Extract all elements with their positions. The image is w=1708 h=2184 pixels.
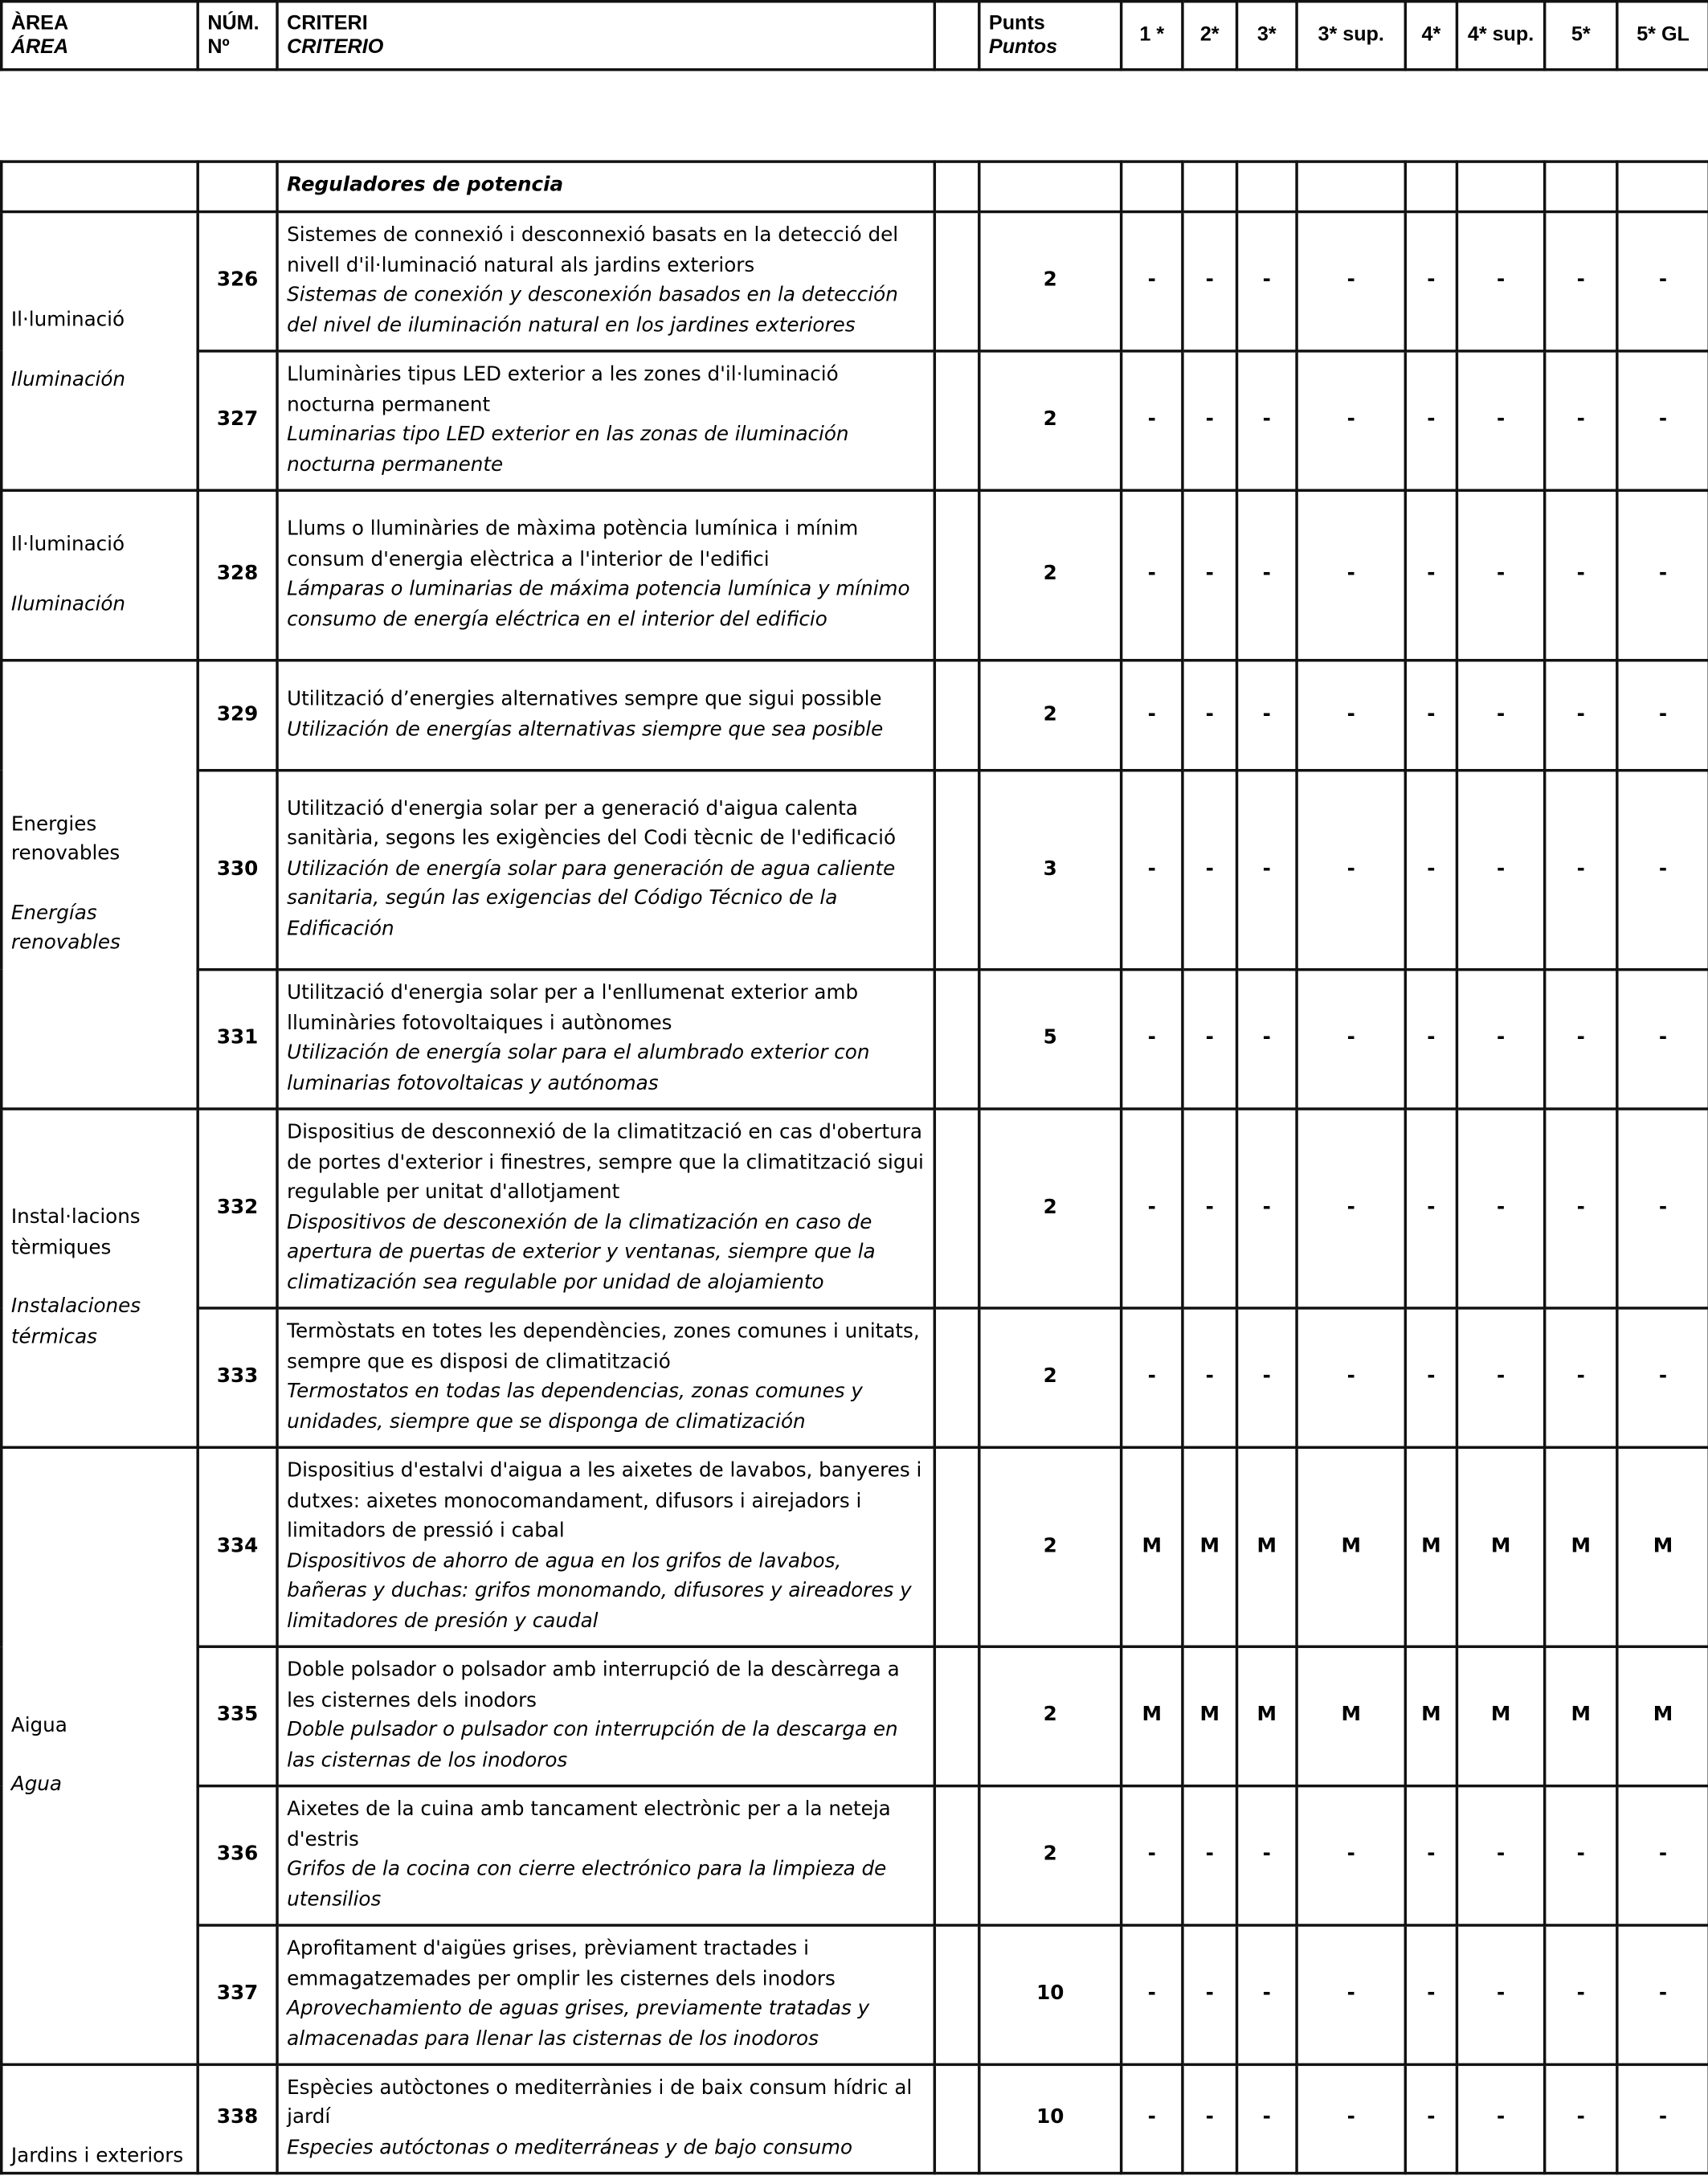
criterion-text bbox=[277, 351, 934, 490]
area-name: Il·luminació bbox=[10, 534, 125, 556]
points-value: 2 bbox=[979, 1308, 1122, 1447]
category-mark: - bbox=[1405, 351, 1457, 490]
table-row bbox=[2, 771, 1708, 970]
category-mark: - bbox=[1297, 1786, 1405, 1925]
category-mark: - bbox=[1122, 1109, 1183, 1308]
category-mark: M bbox=[1122, 1447, 1183, 1646]
category-mark: M bbox=[1237, 1646, 1297, 1785]
points-value: 5 bbox=[979, 970, 1122, 1109]
area-cell bbox=[2, 661, 198, 1109]
table-row bbox=[2, 490, 1708, 661]
category-mark: - bbox=[1237, 1925, 1297, 2064]
category-mark: - bbox=[1545, 1786, 1617, 1925]
criterion-number: 335 bbox=[198, 1646, 277, 1785]
category-mark: - bbox=[1237, 2064, 1297, 2173]
criterion-es: Termostatos en todas las dependencias, zonas comunes y unidades, siempre que se disponga de climatización bbox=[287, 1380, 863, 1434]
category-mark: - bbox=[1617, 1308, 1708, 1447]
category-mark: - bbox=[1545, 661, 1617, 771]
category-mark: - bbox=[1237, 212, 1297, 351]
category-mark: - bbox=[1457, 490, 1544, 661]
criterion-text bbox=[277, 1646, 934, 1785]
criterion-es: Dispositivos de ahorro de agua en los grifos de lavabos, bañeras y duchas: grifos monomando, difusores y aireadores y limitadores de presión y caudal bbox=[287, 1549, 912, 1633]
category-mark: - bbox=[1122, 351, 1183, 490]
category-mark: - bbox=[1405, 1925, 1457, 2064]
criterion-text bbox=[277, 1447, 934, 1646]
criterion-es: Sistemas de conexión y desconexión basados en la detección del nivel de iluminación natural en los jardines exteriores bbox=[287, 284, 898, 337]
criterion-ca: Aixetes de la cuina amb tancament electrònic per a la neteja d'estris bbox=[287, 1798, 891, 1851]
area-cell bbox=[2, 2064, 198, 2173]
category-mark: - bbox=[1237, 1786, 1297, 1925]
category-mark: - bbox=[1457, 1308, 1544, 1447]
category-mark: - bbox=[1122, 1308, 1183, 1447]
category-mark: - bbox=[1457, 1109, 1544, 1308]
category-mark: - bbox=[1237, 1109, 1297, 1308]
blank-cell bbox=[934, 970, 979, 1109]
criterion-text bbox=[277, 1925, 934, 2064]
table-row bbox=[2, 1447, 1708, 1646]
category-mark: - bbox=[1617, 351, 1708, 490]
criterion-es: Luminarias tipo LED exterior en las zonas de iluminación nocturna permanente bbox=[287, 423, 849, 476]
category-mark: - bbox=[1183, 1109, 1237, 1308]
category-mark: - bbox=[1183, 661, 1237, 771]
criterion-es: Aprovechamiento de aguas grises, previamente tratadas y almacenadas para llenar las cisternas de los inodoros bbox=[287, 1998, 870, 2051]
category-mark: M bbox=[1457, 1646, 1544, 1785]
category-mark: M bbox=[1617, 1447, 1708, 1646]
category-mark: - bbox=[1617, 970, 1708, 1109]
area-cell bbox=[2, 212, 198, 491]
category-mark: - bbox=[1545, 771, 1617, 970]
points-value: 10 bbox=[979, 2064, 1122, 2173]
criterion-number: 334 bbox=[198, 1447, 277, 1646]
table-row bbox=[2, 661, 1708, 771]
points-value: 2 bbox=[979, 1786, 1122, 1925]
category-mark: M bbox=[1297, 1447, 1405, 1646]
category-mark: - bbox=[1405, 2064, 1457, 2173]
points-value: 2 bbox=[979, 661, 1122, 771]
category-mark: - bbox=[1183, 771, 1237, 970]
criteria-body bbox=[2, 162, 1708, 2173]
points-value: 2 bbox=[979, 351, 1122, 490]
category-mark: - bbox=[1237, 970, 1297, 1109]
category-mark: M bbox=[1617, 1646, 1708, 1785]
area-name: Instal·lacions tèrmiques bbox=[10, 1206, 141, 1259]
criterion-ca: Sistemes de connexió i desconnexió basats en la detecció del nivell d'il·luminació natural als jardins exteriors bbox=[287, 224, 899, 277]
criterion-text bbox=[277, 771, 934, 970]
blank-cell bbox=[934, 1786, 979, 1925]
criterion-text bbox=[277, 661, 934, 771]
criterion-ca: Espècies autòctones o mediterrànies i de baix consum hídric al jardí bbox=[287, 2076, 913, 2129]
criterion-es: Utilización de energía solar para el alumbrado exterior con luminarias fotovoltaicas y autónomas bbox=[287, 1041, 870, 1094]
category-mark: - bbox=[1405, 1786, 1457, 1925]
category-mark: - bbox=[1237, 661, 1297, 771]
area-name: Il·luminació bbox=[10, 309, 125, 332]
category-mark: - bbox=[1297, 1308, 1405, 1447]
category-mark: M bbox=[1405, 1646, 1457, 1785]
category-mark: - bbox=[1545, 1109, 1617, 1308]
category-mark: - bbox=[1617, 212, 1708, 351]
points-value: 2 bbox=[979, 212, 1122, 351]
criterion-number: 333 bbox=[198, 1308, 277, 1447]
category-mark: - bbox=[1545, 970, 1617, 1109]
category-mark: - bbox=[1405, 771, 1457, 970]
category-mark: - bbox=[1122, 1925, 1183, 2064]
criteria-table bbox=[0, 160, 1708, 2174]
category-mark: - bbox=[1405, 661, 1457, 771]
category-mark: - bbox=[1183, 490, 1237, 661]
category-mark: - bbox=[1617, 1786, 1708, 1925]
category-mark: - bbox=[1617, 2064, 1708, 2173]
category-mark: - bbox=[1457, 212, 1544, 351]
category-mark: - bbox=[1122, 212, 1183, 351]
category-mark: - bbox=[1297, 2064, 1405, 2173]
header-cat-4sup: 4* sup. bbox=[1457, 2, 1544, 70]
criterion-es: Especies autóctonas o mediterráneas y de bajo consumo bbox=[287, 2137, 853, 2159]
area-name-es: Energías renovables bbox=[10, 902, 121, 955]
category-mark: - bbox=[1405, 1308, 1457, 1447]
category-mark: - bbox=[1617, 661, 1708, 771]
category-mark: - bbox=[1183, 212, 1237, 351]
criterion-text bbox=[277, 1109, 934, 1308]
category-mark: - bbox=[1545, 212, 1617, 351]
category-mark: - bbox=[1297, 661, 1405, 771]
criterion-number: 332 bbox=[198, 1109, 277, 1308]
criterion-ca: Utilització d'energia solar per a l'enllumenat exterior amb lluminàries fotovoltaiques i autònomes bbox=[287, 982, 859, 1035]
category-mark: - bbox=[1617, 771, 1708, 970]
criterion-ca: Aprofitament d'aigües grises, prèviament tractades i emmagatzemades per omplir les cisternes dels inodors bbox=[287, 1937, 836, 1990]
category-mark: - bbox=[1457, 1786, 1544, 1925]
blank-cell bbox=[934, 661, 979, 771]
category-mark: - bbox=[1183, 351, 1237, 490]
table-row bbox=[2, 162, 1708, 211]
header-cat-5: 5* bbox=[1545, 2, 1617, 70]
criterion-ca: Utilització d'energia solar per a generació d'aigua calenta sanitària, segons les exigències del Codi tècnic de l'edificació bbox=[287, 797, 897, 850]
category-mark: - bbox=[1122, 1786, 1183, 1925]
table-row bbox=[2, 2064, 1708, 2173]
points-value: 2 bbox=[979, 1447, 1122, 1646]
criterion-ca: Lluminàries tipus LED exterior a les zones d'il·luminació nocturna permanent bbox=[287, 363, 839, 416]
header-criteri: CRITERI CRITERIO bbox=[277, 2, 934, 70]
criterion-number: 327 bbox=[198, 351, 277, 490]
table-row bbox=[2, 1308, 1708, 1447]
category-mark: - bbox=[1545, 1308, 1617, 1447]
blank-cell bbox=[934, 1308, 979, 1447]
criterion-es: Grifos de la cocina con cierre electrónico para la limpieza de utensilios bbox=[287, 1858, 887, 1911]
category-mark: - bbox=[1457, 351, 1544, 490]
table-row bbox=[2, 1786, 1708, 1925]
table-row bbox=[2, 351, 1708, 490]
category-mark: - bbox=[1297, 1925, 1405, 2064]
points-value: 2 bbox=[979, 1646, 1122, 1785]
header-gap bbox=[0, 71, 1708, 160]
category-mark: - bbox=[1122, 661, 1183, 771]
area-name-es: Iluminación bbox=[10, 368, 126, 391]
table-row bbox=[2, 1109, 1708, 1308]
header-table bbox=[0, 0, 1708, 71]
category-mark: - bbox=[1183, 970, 1237, 1109]
area-name-es: Agua bbox=[10, 1773, 62, 1796]
criterion-ca: Llums o lluminàries de màxima potència lumínica i mínim consum d'energia elèctrica a l'interior de l'edifici bbox=[287, 517, 859, 571]
category-mark: M bbox=[1405, 1447, 1457, 1646]
category-mark: - bbox=[1297, 351, 1405, 490]
category-mark: - bbox=[1545, 1925, 1617, 2064]
category-mark: - bbox=[1617, 1109, 1708, 1308]
category-mark: - bbox=[1545, 351, 1617, 490]
category-mark: - bbox=[1457, 661, 1544, 771]
category-mark: M bbox=[1297, 1646, 1405, 1785]
header-num: NÚM. Nº bbox=[198, 2, 277, 70]
category-mark: M bbox=[1122, 1646, 1183, 1785]
criterion-text bbox=[277, 2064, 934, 2173]
category-mark: - bbox=[1297, 970, 1405, 1109]
category-mark: - bbox=[1183, 2064, 1237, 2173]
criterion-number: 329 bbox=[198, 661, 277, 771]
category-mark: - bbox=[1545, 490, 1617, 661]
category-mark: - bbox=[1183, 1925, 1237, 2064]
criterion-text: Reguladores de potencia bbox=[277, 162, 934, 211]
header-cat-5gl: 5* GL bbox=[1617, 2, 1708, 70]
category-mark: - bbox=[1405, 1109, 1457, 1308]
header-area: ÀREA ÁREA bbox=[2, 2, 198, 70]
category-mark: - bbox=[1237, 1308, 1297, 1447]
category-mark: - bbox=[1297, 771, 1405, 970]
criterion-number: 338 bbox=[198, 2064, 277, 2173]
category-mark: - bbox=[1617, 490, 1708, 661]
area-name: Jardins i exteriors bbox=[10, 2145, 184, 2167]
category-mark: - bbox=[1122, 490, 1183, 661]
category-mark: - bbox=[1122, 970, 1183, 1109]
header-cat-4: 4* bbox=[1405, 2, 1457, 70]
table-row bbox=[2, 1646, 1708, 1785]
category-mark: - bbox=[1405, 490, 1457, 661]
criterion-es: Utilización de energía solar para generación de agua caliente sanitaria, según las exigencias del Código Técnico de la Edificación bbox=[287, 857, 896, 940]
blank-cell bbox=[934, 1925, 979, 2064]
criterion-ca: Termòstats en totes les dependències, zones comunes i unitats, sempre que es disposi de climatització bbox=[287, 1320, 920, 1373]
points-value: 2 bbox=[979, 490, 1122, 661]
category-mark: - bbox=[1405, 212, 1457, 351]
criterion-text bbox=[277, 1308, 934, 1447]
criterion-number: 328 bbox=[198, 490, 277, 661]
blank-cell bbox=[934, 1447, 979, 1646]
criterion-number: 326 bbox=[198, 212, 277, 351]
criterion-ca: Dispositius de desconnexió de la climatització en cas d'obertura de portes d'exterior i finestres, sempre que la climatització sigui regulable per unitat d'allotjament bbox=[287, 1121, 924, 1204]
blank-cell bbox=[934, 351, 979, 490]
criterion-ca: Utilització d’energies alternatives sempre que sigui possible bbox=[287, 688, 882, 711]
blank-cell bbox=[934, 490, 979, 661]
category-mark: M bbox=[1545, 1447, 1617, 1646]
category-mark: - bbox=[1237, 351, 1297, 490]
criterion-es: Dispositivos de desconexión de la climatización en caso de apertura de puertas de exterior y ventanas, siempre que la climatización sea regulable por unidad de alojamiento bbox=[287, 1211, 876, 1294]
points-value: 2 bbox=[979, 1109, 1122, 1308]
category-mark: - bbox=[1457, 2064, 1544, 2173]
header-row bbox=[2, 2, 1708, 70]
criterion-number: 336 bbox=[198, 1786, 277, 1925]
table-row bbox=[2, 1925, 1708, 2064]
category-mark: - bbox=[1617, 1925, 1708, 2064]
header-cat-1: 1 * bbox=[1122, 2, 1183, 70]
blank-cell bbox=[934, 212, 979, 351]
category-mark: - bbox=[1122, 2064, 1183, 2173]
category-mark: M bbox=[1183, 1447, 1237, 1646]
category-mark: - bbox=[1237, 771, 1297, 970]
blank-cell bbox=[934, 1109, 979, 1308]
category-mark: - bbox=[1297, 212, 1405, 351]
header-cat-2: 2* bbox=[1183, 2, 1237, 70]
criterion-number: 337 bbox=[198, 1925, 277, 2064]
header-blank bbox=[934, 2, 979, 70]
category-mark: - bbox=[1183, 1308, 1237, 1447]
category-mark: M bbox=[1545, 1646, 1617, 1785]
category-mark: - bbox=[1297, 1109, 1405, 1308]
category-mark: M bbox=[1183, 1646, 1237, 1785]
table-row bbox=[2, 970, 1708, 1109]
area-name-es: Instalaciones térmicas bbox=[10, 1295, 141, 1348]
category-mark: M bbox=[1237, 1447, 1297, 1646]
category-mark: - bbox=[1545, 2064, 1617, 2173]
blank-cell bbox=[934, 2064, 979, 2173]
criterion-number: 331 bbox=[198, 970, 277, 1109]
criterion-es: Doble pulsador o pulsador con interrupción de la descarga en las cisternas de los inodoros bbox=[287, 1719, 898, 1772]
criterion-number: 330 bbox=[198, 771, 277, 970]
category-mark: - bbox=[1237, 490, 1297, 661]
criterion-es: Lámparas o luminarias de máxima potencia lumínica y mínimo consumo de energía eléctrica en el interior del edificio bbox=[287, 578, 910, 631]
area-cell bbox=[2, 1109, 198, 1447]
area-cell bbox=[2, 1447, 198, 2064]
category-mark: - bbox=[1405, 970, 1457, 1109]
header-punts: Punts Puntos bbox=[979, 2, 1122, 70]
area-name: Aigua bbox=[10, 1714, 67, 1737]
criterion-text bbox=[277, 490, 934, 661]
criterion-ca: Doble polsador o polsador amb interrupció de la descàrrega a les cisternes dels inodors bbox=[287, 1658, 900, 1712]
category-mark: - bbox=[1457, 970, 1544, 1109]
category-mark: M bbox=[1457, 1447, 1544, 1646]
criterion-text bbox=[277, 970, 934, 1109]
blank-cell bbox=[934, 771, 979, 970]
criterion-ca: Dispositius d'estalvi d'aigua a les aixetes de lavabos, banyeres i dutxes: aixetes monocomandament, difusors i airejadors i limitadors de pressió i cabal bbox=[287, 1459, 922, 1543]
header-cat-3sup: 3* sup. bbox=[1297, 2, 1405, 70]
area-cell bbox=[2, 490, 198, 661]
area-name-es: Iluminación bbox=[10, 592, 126, 616]
table-row bbox=[2, 212, 1708, 351]
category-mark: - bbox=[1457, 771, 1544, 970]
criterion-text bbox=[277, 1786, 934, 1925]
points-value: 10 bbox=[979, 1925, 1122, 2064]
blank-cell bbox=[934, 1646, 979, 1785]
category-mark: - bbox=[1122, 771, 1183, 970]
criterion-es: Utilización de energías alternativas siempre que sea posible bbox=[287, 718, 884, 741]
category-mark: - bbox=[1457, 1925, 1544, 2064]
points-value: 3 bbox=[979, 771, 1122, 970]
category-mark: - bbox=[1183, 1786, 1237, 1925]
header-cat-3: 3* bbox=[1237, 2, 1297, 70]
area-name: Energies renovables bbox=[10, 812, 121, 865]
category-mark: - bbox=[1297, 490, 1405, 661]
criterion-text bbox=[277, 212, 934, 351]
